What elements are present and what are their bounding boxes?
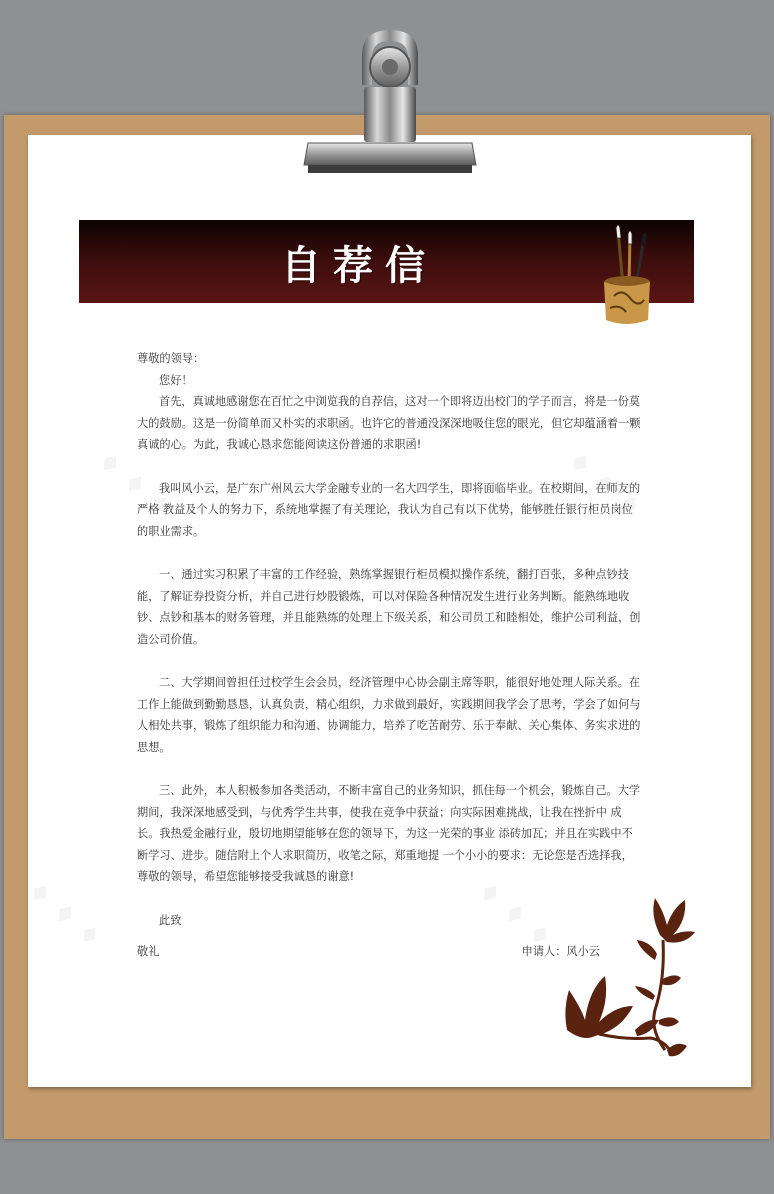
- page-title: 自荐信: [281, 242, 437, 289]
- closing-line-2: 敬礼: [137, 945, 160, 958]
- brush-pot-icon: [596, 224, 658, 328]
- letter-paragraph-4: 二、大学期间曾担任过校学生会会员，经济管理中心协会副主席等职，能很好地处理人际关系。在工作上能做到勤勤恳恳，认真负责，精心组织，力求做到最好，实践期间我学会了思考，学会了如何与人相处共事，锻炼了组织能力和沟通、协调能力，培养了吃苦耐劳、乐于奉献、关心集体、务实求进的思想。: [137, 676, 641, 754]
- letter-body: [137, 348, 642, 963]
- applicant-signature: 申请人：风小云: [521, 945, 600, 958]
- salutation: 尊敬的领导：: [137, 352, 205, 365]
- greeting: 您好！: [159, 373, 193, 387]
- lotus-flower-icon: [555, 890, 700, 1065]
- letter-paragraph-1: 首先，真诚地感谢您在百忙之中浏览我的自荐信，这对一个即将迈出校门的学子而言，将是一份莫大的鼓励。这是一份简单而又朴实的求职函。也许它的普通没深深地吸住您的眼光，但它却蕴涵着一颗真诚的心。为此，我诚心恳求您能阅读这份普通的求职函!: [137, 395, 641, 451]
- letter-paragraph-5: 三、此外，本人积极参加各类活动，不断丰富自己的业务知识，抓住每一个机会，锻炼自己。大学期间，我深深地感受到，与优秀学生共事，使我在竞争中获益；向实际困难挑战，让我在挫折中 成长。我热爱金融行业，殷切地期望能够在您的领导下，为这一光荣的事业 添砖加瓦；并且在实践中不断学习、进步。随信附上个人求职简历，收笔之际，郑重地提 一个小小的要求：无论您是否选择我，尊敬的领导，希望您能够接受我诚恳的谢意!: [137, 784, 641, 883]
- binder-clip-icon: [300, 25, 480, 180]
- closing-line-1: 此致: [159, 913, 182, 927]
- letter-paragraph-2: 我叫风小云，是广东广州风云大学金融专业的一名大四学生，即将面临毕业。在校期间，在师友的严格 教益及个人的努力下，系统地掌握了有关理论，我认为自己有以下优势，能够胜任银行柜员岗位的职业需求。: [137, 481, 641, 538]
- letter-paragraph-3: 一、通过实习积累了丰富的工作经验，熟练掌握银行柜员模拟操作系统，翻打百张，多种点钞技能，了解证券投资分析，并自己进行炒股锻炼，可以对保险各种情况发生进行业务判断。能熟练地收钞、点钞和基本的财务管理，并且能熟练的处理上下级关系，和公司员工和睦相处，维护公司利益，创造公司价值。: [137, 568, 641, 646]
